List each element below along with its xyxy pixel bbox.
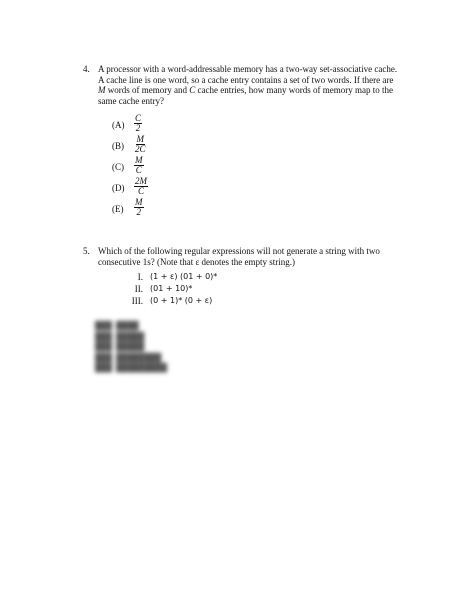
roman-numeral-label: I.: [137, 272, 143, 282]
roman-numeral-label: II.: [134, 284, 143, 294]
option-label: (A): [112, 120, 125, 130]
variable-m: M: [98, 85, 106, 95]
question-4-line-2: A cache line is one word, so a cache entry contains a set of two words. If there are: [98, 74, 394, 85]
option-fraction: [134, 198, 144, 217]
variable-c: C: [189, 85, 196, 95]
fraction-numerator: M: [135, 197, 143, 207]
question-4-line-3-part-2: cache entries, how many words of memory map to the: [195, 85, 393, 95]
fraction-numerator: C: [135, 113, 142, 123]
option-label: (E): [112, 204, 124, 214]
question-4-line-3-part-1: words of memory and: [105, 85, 190, 95]
regular-expression: (0 + 1)* (0 + ε): [150, 296, 213, 305]
question-5-stem: [98, 246, 380, 306]
option-label: (B): [112, 141, 124, 151]
option-fraction: [134, 135, 147, 154]
question-4-stem: [98, 64, 398, 217]
fraction-numerator: 2M: [135, 176, 147, 186]
blurred-answer-options: ███ ████ ███ █████ ███ █████ ███ ████████ ███ █████████: [95, 321, 168, 372]
option-fraction: [134, 177, 148, 196]
option-label: (C): [112, 162, 124, 172]
list-item: [98, 284, 358, 296]
list-item: [98, 296, 358, 308]
fraction-denominator: C: [135, 165, 142, 175]
regular-expression: (01 + 10)*: [150, 284, 193, 293]
fraction-denominator: 2: [135, 123, 141, 133]
question-5-line-1: Which of the following regular expressions will not generate a string with two: [98, 246, 380, 256]
fraction-numerator: M: [136, 134, 144, 144]
regular-expression: (1 + ε) (01 + 0)*: [150, 272, 218, 281]
roman-numeral-label: III.: [131, 296, 143, 306]
option-fraction: [134, 114, 142, 133]
fraction-numerator: M: [135, 155, 143, 165]
fraction-denominator: C: [137, 186, 144, 196]
fraction-denominator: 2: [136, 207, 141, 217]
option-fraction: [134, 156, 144, 175]
question-4-line-1: A processor with a word-addressable memory has a two-way set-associative cache.: [98, 64, 398, 74]
question-4-line-4: same cache entry?: [98, 95, 164, 106]
fraction-denominator: 2C: [135, 144, 146, 154]
question-5-line-2: consecutive 1s? (Note that ε denotes the empty string.): [98, 256, 295, 267]
list-item: [98, 272, 358, 284]
roman-numeral-list: [98, 272, 358, 308]
question-5-number: 5.: [83, 246, 90, 256]
option-label: (D): [112, 183, 125, 193]
question-4-line-3: [98, 85, 393, 96]
question-4-number: 4.: [83, 64, 90, 74]
